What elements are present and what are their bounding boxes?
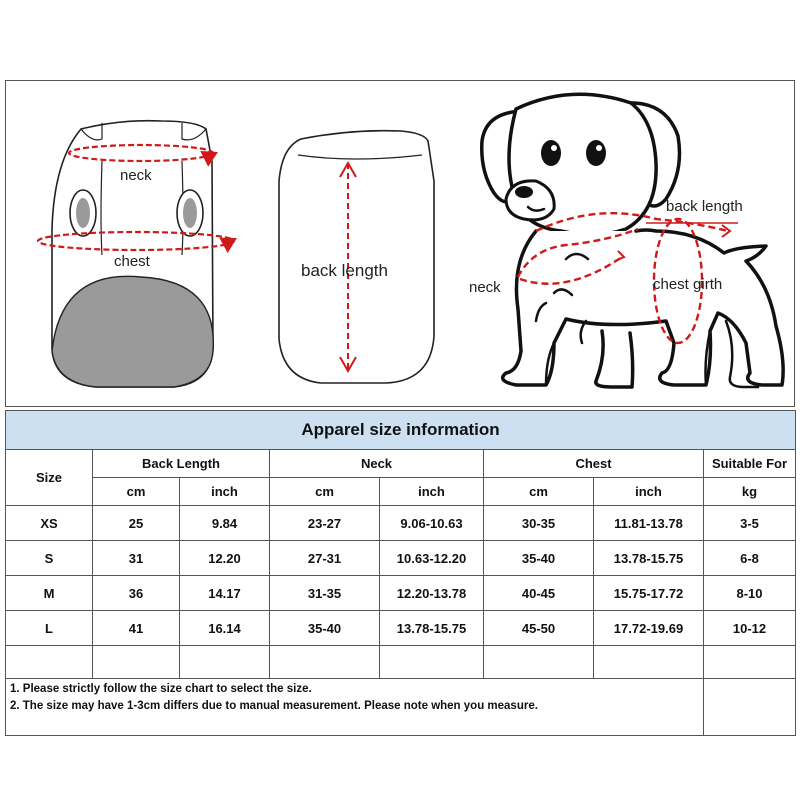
dog-back-length-label: back length (666, 198, 743, 215)
dog-neck-label: neck (469, 279, 501, 296)
note-line: 2. The size may have 1-3cm differs due to manual measurement. Please note when you measure. (10, 700, 538, 712)
neck-inch-cell: 12.20-13.78 (380, 576, 484, 611)
size-cell: XS (6, 506, 93, 541)
table-row (6, 576, 796, 611)
vest-neck-label: neck (120, 167, 152, 184)
neck-cm-cell: 27-31 (270, 541, 380, 576)
back-inch-cell: 14.17 (180, 576, 270, 611)
notes-cell (6, 679, 704, 736)
table-header-row (6, 450, 796, 478)
unit-inch: inch (380, 478, 484, 506)
table-notes-row (6, 679, 796, 736)
back-length-header: Back Length (93, 450, 270, 478)
chest-inch-cell: 11.81-13.78 (594, 506, 704, 541)
neck-header: Neck (270, 450, 484, 478)
chest-inch-cell: 17.72-19.69 (594, 611, 704, 646)
neck-cm-cell: 23-27 (270, 506, 380, 541)
back-inch-cell: 16.14 (180, 611, 270, 646)
unit-cm: cm (484, 478, 594, 506)
note-line: 1. Please strictly follow the size chart to select the size. (10, 683, 312, 695)
table-row (6, 506, 796, 541)
unit-inch: inch (594, 478, 704, 506)
size-cell: S (6, 541, 93, 576)
table-row (6, 611, 796, 646)
dog-diagram (482, 94, 783, 387)
chest-inch-cell: 13.78-15.75 (594, 541, 704, 576)
table-blank-row (6, 646, 796, 679)
size-cell: L (6, 611, 93, 646)
size-header: Size (6, 450, 93, 506)
chest-cm-cell: 30-35 (484, 506, 594, 541)
dog-chest-girth-label: chest girth (653, 276, 723, 293)
vest-chest-label: chest (114, 253, 150, 270)
back-cm-cell: 25 (93, 506, 180, 541)
table-title: Apparel size information (6, 411, 796, 450)
measurement-illustration-svg (6, 81, 796, 408)
unit-cm: cm (270, 478, 380, 506)
chest-cm-cell: 40-45 (484, 576, 594, 611)
size-cell: M (6, 576, 93, 611)
unit-kg: kg (704, 478, 796, 506)
kg-cell: 8-10 (704, 576, 796, 611)
table-row (6, 541, 796, 576)
vest-back-length-label: back length (301, 261, 388, 280)
kg-cell: 3-5 (704, 506, 796, 541)
measurement-illustration (5, 80, 795, 407)
table-title-row (6, 411, 796, 450)
unit-inch: inch (180, 478, 270, 506)
back-inch-cell: 12.20 (180, 541, 270, 576)
back-cm-cell: 31 (93, 541, 180, 576)
chest-header: Chest (484, 450, 704, 478)
unit-cm: cm (93, 478, 180, 506)
vest-back-diagram (279, 131, 434, 383)
back-cm-cell: 36 (93, 576, 180, 611)
kg-cell: 10-12 (704, 611, 796, 646)
back-inch-cell: 9.84 (180, 506, 270, 541)
kg-cell: 6-8 (704, 541, 796, 576)
chest-cm-cell: 35-40 (484, 541, 594, 576)
back-cm-cell: 41 (93, 611, 180, 646)
neck-cm-cell: 35-40 (270, 611, 380, 646)
neck-cm-cell: 31-35 (270, 576, 380, 611)
table-unit-row (6, 478, 796, 506)
neck-inch-cell: 10.63-12.20 (380, 541, 484, 576)
chest-inch-cell: 15.75-17.72 (594, 576, 704, 611)
size-table (5, 410, 796, 736)
neck-inch-cell: 9.06-10.63 (380, 506, 484, 541)
neck-inch-cell: 13.78-15.75 (380, 611, 484, 646)
vest-front-diagram (38, 121, 235, 387)
chest-cm-cell: 45-50 (484, 611, 594, 646)
suitable-for-header: Suitable For (704, 450, 796, 478)
